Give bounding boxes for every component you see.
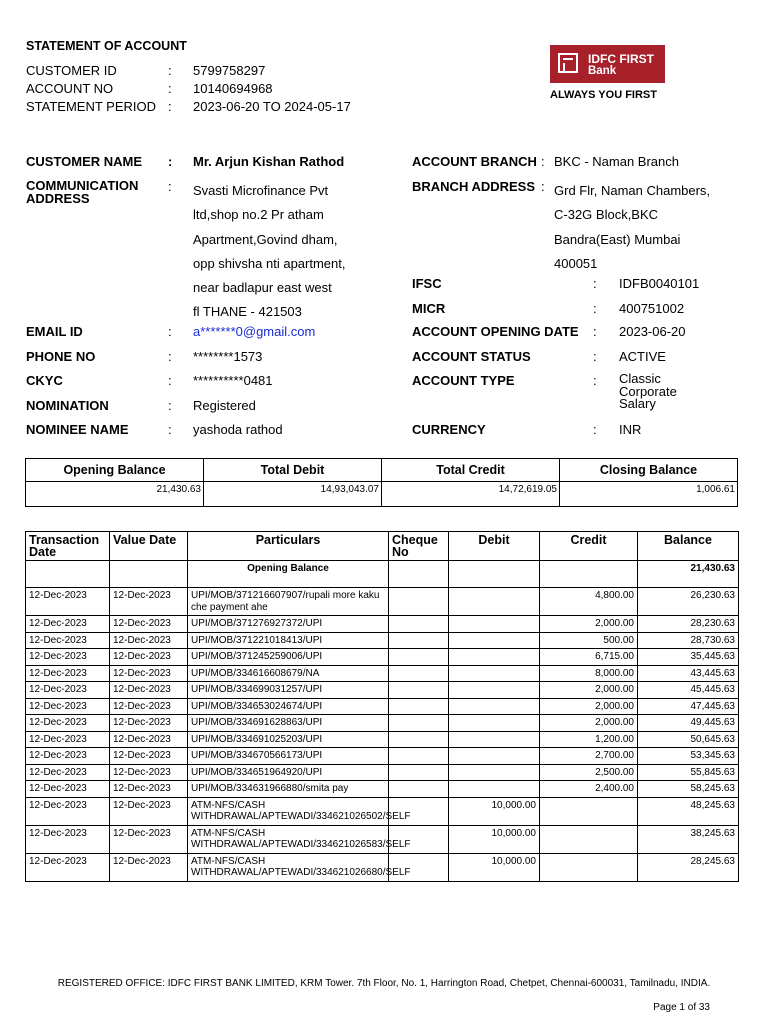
logo-line1: IDFC FIRST xyxy=(588,52,654,66)
bank-tagline: ALWAYS YOU FIRST xyxy=(550,89,657,101)
debit-cell xyxy=(449,781,540,798)
colon: : xyxy=(593,349,597,364)
value-date-cell: 12-Dec-2023 xyxy=(110,698,188,715)
particulars-cell: ATM-NFS/CASH WITHDRAWAL/APTEWADI/334621026502/SELF xyxy=(188,797,389,825)
debit-cell xyxy=(449,682,540,699)
balance-cell: 38,245.63 xyxy=(638,825,739,853)
value-date-cell: 12-Dec-2023 xyxy=(110,682,188,699)
colon: : xyxy=(541,179,545,194)
table-row xyxy=(26,682,739,699)
balance-cell: 48,245.63 xyxy=(638,797,739,825)
transaction-date-cell: 12-Dec-2023 xyxy=(26,748,110,765)
table-row xyxy=(26,825,739,853)
credit-cell xyxy=(540,797,638,825)
balance-cell: 45,445.63 xyxy=(638,682,739,699)
account-type-line: Corporate xyxy=(619,383,677,399)
colon: : xyxy=(168,398,172,413)
transaction-date-cell: 12-Dec-2023 xyxy=(26,797,110,825)
credit-cell: 500.00 xyxy=(540,632,638,649)
phone-label: PHONE NO xyxy=(26,349,96,364)
particulars-cell: UPI/MOB/371276927372/UPI xyxy=(188,616,389,633)
credit-cell: 2,700.00 xyxy=(540,748,638,765)
table-row xyxy=(26,853,739,881)
transaction-date-cell: 12-Dec-2023 xyxy=(26,682,110,699)
closing-balance-value: 1,006.61 xyxy=(560,482,738,507)
value-date-cell: 12-Dec-2023 xyxy=(110,797,188,825)
branch-address-value xyxy=(554,179,710,276)
column-header-transaction-date: Transaction Date xyxy=(26,532,110,561)
address-label-line1: COMMUNICATION xyxy=(26,178,139,193)
debit-cell xyxy=(449,649,540,666)
account-type-value xyxy=(619,373,677,411)
colon: : xyxy=(593,301,597,316)
cheque-no-cell xyxy=(389,616,449,633)
colon: : xyxy=(168,63,172,78)
cheque-no-cell xyxy=(389,665,449,682)
account-status-label: ACCOUNT STATUS xyxy=(412,349,531,364)
particulars-cell: UPI/MOB/371221018413/UPI xyxy=(188,632,389,649)
debit-cell xyxy=(449,632,540,649)
micr-label: MICR xyxy=(412,301,446,316)
particulars-cell: UPI/MOB/334699031257/UPI xyxy=(188,682,389,699)
address-line: opp shivsha nti apartment, xyxy=(193,255,346,271)
table-row xyxy=(26,632,739,649)
value-date-cell: 12-Dec-2023 xyxy=(110,616,188,633)
ckyc-label: CKYC xyxy=(26,373,63,388)
cheque-no-cell xyxy=(389,649,449,666)
statement-period-label: STATEMENT PERIOD xyxy=(26,99,157,114)
branch-address-line: C-32G Block,BKC xyxy=(554,207,659,223)
balance-cell: 58,245.63 xyxy=(638,781,739,798)
particulars-cell: UPI/MOB/334691628863/UPI xyxy=(188,715,389,732)
particulars-cell: UPI/MOB/334631966880/smita pay xyxy=(188,781,389,798)
bank-logo-icon xyxy=(558,53,578,73)
balance-cell: 26,230.63 xyxy=(638,588,739,616)
account-branch-value: BKC - Naman Branch xyxy=(554,154,679,169)
table-row xyxy=(26,715,739,732)
cheque-no-cell xyxy=(389,748,449,765)
opening-balance-amount: 21,430.63 xyxy=(638,561,739,588)
column-header-debit: Debit xyxy=(449,532,540,561)
table-cell xyxy=(26,561,110,588)
summary-header-cell: Opening Balance xyxy=(26,459,204,482)
phone-value: ********1573 xyxy=(193,349,263,364)
colon: : xyxy=(168,373,172,388)
value-date-cell: 12-Dec-2023 xyxy=(110,853,188,881)
table-row xyxy=(26,616,739,633)
value-date-cell: 12-Dec-2023 xyxy=(110,781,188,798)
table-cell xyxy=(449,561,540,588)
debit-cell xyxy=(449,715,540,732)
summary-values-row xyxy=(26,482,738,507)
column-header-balance: Balance xyxy=(638,532,739,561)
opening-balance-row xyxy=(26,561,739,588)
colon: : xyxy=(168,81,172,96)
credit-cell: 4,800.00 xyxy=(540,588,638,616)
nominee-name-value: yashoda rathod xyxy=(193,422,283,437)
summary-header-cell: Total Debit xyxy=(204,459,382,482)
table-row xyxy=(26,797,739,825)
table-cell xyxy=(540,561,638,588)
account-type-line: Salary xyxy=(619,396,656,411)
column-header-cheque-no: Cheque No xyxy=(389,532,449,561)
idfc-first-bank-logo xyxy=(550,45,665,83)
customer-name-value: Mr. Arjun Kishan Rathod xyxy=(193,154,345,169)
value-date-cell: 12-Dec-2023 xyxy=(110,825,188,853)
communication-address-value xyxy=(193,179,345,325)
account-opening-date-label: ACCOUNT OPENING DATE xyxy=(412,324,579,339)
table-row xyxy=(26,649,739,666)
transaction-date-cell: 12-Dec-2023 xyxy=(26,588,110,616)
balance-cell: 28,245.63 xyxy=(638,853,739,881)
credit-cell: 2,000.00 xyxy=(540,715,638,732)
colon: : xyxy=(168,154,173,169)
colon: : xyxy=(168,422,172,437)
nomination-value: Registered xyxy=(193,398,256,413)
balance-summary-table xyxy=(25,458,738,507)
address-line: fl THANE - 421503 xyxy=(193,304,302,320)
transaction-date-cell: 12-Dec-2023 xyxy=(26,715,110,732)
cheque-no-cell xyxy=(389,682,449,699)
micr-value: 400751002 xyxy=(619,301,685,316)
nomination-label: NOMINATION xyxy=(26,398,109,413)
transaction-date-cell: 12-Dec-2023 xyxy=(26,731,110,748)
summary-header-cell: Total Credit xyxy=(382,459,560,482)
total-credit-value: 14,72,619.05 xyxy=(382,482,560,507)
transaction-date-cell: 12-Dec-2023 xyxy=(26,825,110,853)
page-number: Page 1 of 33 xyxy=(653,1002,710,1013)
address-line: ltd,shop no.2 Pr atham xyxy=(193,207,324,223)
value-date-cell: 12-Dec-2023 xyxy=(110,649,188,666)
debit-cell xyxy=(449,764,540,781)
particulars-cell: UPI/MOB/334616608679/NA xyxy=(188,665,389,682)
cheque-no-cell xyxy=(389,781,449,798)
colon: : xyxy=(593,276,597,291)
value-date-cell: 12-Dec-2023 xyxy=(110,731,188,748)
credit-cell xyxy=(540,853,638,881)
transaction-date-cell: 12-Dec-2023 xyxy=(26,764,110,781)
email-label: EMAIL ID xyxy=(26,324,83,339)
debit-cell: 10,000.00 xyxy=(449,853,540,881)
account-no-label: ACCOUNT NO xyxy=(26,81,114,96)
cheque-no-cell xyxy=(389,698,449,715)
value-date-cell: 12-Dec-2023 xyxy=(110,715,188,732)
debit-cell: 10,000.00 xyxy=(449,825,540,853)
particulars-cell: ATM-NFS/CASH WITHDRAWAL/APTEWADI/334621026680/SELF xyxy=(188,853,389,881)
communication-address-label xyxy=(26,179,138,205)
transaction-date-cell: 12-Dec-2023 xyxy=(26,698,110,715)
account-type-label: ACCOUNT TYPE xyxy=(412,373,515,388)
account-opening-date-value: 2023-06-20 xyxy=(619,324,686,339)
statement-period-value: 2023-06-20 TO 2024-05-17 xyxy=(193,99,351,114)
transaction-date-cell: 12-Dec-2023 xyxy=(26,649,110,666)
balance-cell: 28,230.63 xyxy=(638,616,739,633)
particulars-cell: UPI/MOB/371216607907/rupali more kaku che payment ahe xyxy=(188,588,389,616)
transaction-date-cell: 12-Dec-2023 xyxy=(26,853,110,881)
cheque-no-cell xyxy=(389,764,449,781)
credit-cell xyxy=(540,825,638,853)
address-line: Svasti Microfinance Pvt xyxy=(193,183,329,198)
email-value[interactable]: a*******0@gmail.com xyxy=(193,324,316,339)
cheque-no-cell xyxy=(389,731,449,748)
balance-cell: 49,445.63 xyxy=(638,715,739,732)
customer-id-value: 5799758297 xyxy=(193,63,266,78)
particulars-cell: UPI/MOB/334670566173/UPI xyxy=(188,748,389,765)
value-date-cell: 12-Dec-2023 xyxy=(110,588,188,616)
particulars-cell: UPI/MOB/334691025203/UPI xyxy=(188,731,389,748)
colon: : xyxy=(593,422,597,437)
cheque-no-cell xyxy=(389,715,449,732)
total-debit-value: 14,93,043.07 xyxy=(204,482,382,507)
colon: : xyxy=(168,99,172,114)
table-cell xyxy=(110,561,188,588)
table-row xyxy=(26,748,739,765)
debit-cell xyxy=(449,731,540,748)
balance-cell: 35,445.63 xyxy=(638,649,739,666)
table-row xyxy=(26,698,739,715)
registered-office-footer: REGISTERED OFFICE: IDFC FIRST BANK LIMITED, KRM Tower. 7th Floor, No. 1, Harrington Road, Chetpet, Chennai-600031, Tamilnadu, INDIA. xyxy=(57,978,711,989)
credit-cell: 1,200.00 xyxy=(540,731,638,748)
address-label-line2: ADDRESS xyxy=(26,191,90,206)
summary-header-cell: Closing Balance xyxy=(560,459,738,482)
branch-address-line: Bandra(East) Mumbai xyxy=(554,231,681,247)
debit-cell xyxy=(449,588,540,616)
balance-cell: 43,445.63 xyxy=(638,665,739,682)
account-status-value: ACTIVE xyxy=(619,349,666,364)
credit-cell: 2,000.00 xyxy=(540,616,638,633)
column-header-value-date: Value Date xyxy=(110,532,188,561)
opening-balance-label: Opening Balance xyxy=(188,561,389,588)
account-type-line: Classic xyxy=(619,371,661,386)
value-date-cell: 12-Dec-2023 xyxy=(110,748,188,765)
particulars-cell: UPI/MOB/334653024674/UPI xyxy=(188,698,389,715)
transactions-header-row xyxy=(26,532,739,561)
transaction-date-cell: 12-Dec-2023 xyxy=(26,632,110,649)
transaction-date-cell: 12-Dec-2023 xyxy=(26,781,110,798)
colon: : xyxy=(168,324,172,339)
ifsc-label: IFSC xyxy=(412,276,442,291)
summary-header-row xyxy=(26,459,738,482)
table-cell xyxy=(389,561,449,588)
debit-cell xyxy=(449,665,540,682)
customer-name-label: CUSTOMER NAME xyxy=(26,154,143,169)
colon: : xyxy=(168,349,172,364)
credit-cell: 2,400.00 xyxy=(540,781,638,798)
table-row xyxy=(26,588,739,616)
debit-cell xyxy=(449,616,540,633)
table-row xyxy=(26,731,739,748)
colon: : xyxy=(593,324,597,339)
balance-cell: 53,345.63 xyxy=(638,748,739,765)
ifsc-value: IDFB0040101 xyxy=(619,276,700,291)
debit-cell xyxy=(449,748,540,765)
logo-line2: Bank xyxy=(588,65,617,77)
transaction-date-cell: 12-Dec-2023 xyxy=(26,616,110,633)
branch-address-line: 400051 xyxy=(554,255,598,271)
table-row xyxy=(26,665,739,682)
cheque-no-cell xyxy=(389,588,449,616)
cheque-no-cell xyxy=(389,632,449,649)
customer-id-label: CUSTOMER ID xyxy=(26,63,117,78)
transactions-table xyxy=(25,531,739,882)
table-row xyxy=(26,781,739,798)
account-no-value: 10140694968 xyxy=(193,81,273,96)
balance-cell: 28,730.63 xyxy=(638,632,739,649)
particulars-cell: UPI/MOB/334651964920/UPI xyxy=(188,764,389,781)
balance-cell: 55,845.63 xyxy=(638,764,739,781)
statement-title: STATEMENT OF ACCOUNT xyxy=(26,39,187,53)
address-line: Apartment,Govind dham, xyxy=(193,231,338,247)
credit-cell: 6,715.00 xyxy=(540,649,638,666)
address-line: near badlapur east west xyxy=(193,280,332,296)
credit-cell: 8,000.00 xyxy=(540,665,638,682)
column-header-credit: Credit xyxy=(540,532,638,561)
transaction-date-cell: 12-Dec-2023 xyxy=(26,665,110,682)
credit-cell: 2,500.00 xyxy=(540,764,638,781)
table-row xyxy=(26,764,739,781)
value-date-cell: 12-Dec-2023 xyxy=(110,632,188,649)
particulars-cell: ATM-NFS/CASH WITHDRAWAL/APTEWADI/334621026583/SELF xyxy=(188,825,389,853)
balance-cell: 47,445.63 xyxy=(638,698,739,715)
value-date-cell: 12-Dec-2023 xyxy=(110,764,188,781)
colon: : xyxy=(593,373,597,388)
nominee-name-label: NOMINEE NAME xyxy=(26,422,129,437)
balance-cell: 50,645.63 xyxy=(638,731,739,748)
account-branch-label: ACCOUNT BRANCH xyxy=(412,154,537,169)
value-date-cell: 12-Dec-2023 xyxy=(110,665,188,682)
debit-cell xyxy=(449,698,540,715)
colon: : xyxy=(168,179,172,194)
colon: : xyxy=(541,154,545,169)
branch-address-line: Grd Flr, Naman Chambers, xyxy=(554,183,711,198)
column-header-particulars: Particulars xyxy=(188,532,389,561)
credit-cell: 2,000.00 xyxy=(540,682,638,699)
currency-value: INR xyxy=(619,422,642,437)
currency-label: CURRENCY xyxy=(412,422,486,437)
debit-cell: 10,000.00 xyxy=(449,797,540,825)
ckyc-value: **********0481 xyxy=(193,373,273,388)
opening-balance-value: 21,430.63 xyxy=(26,482,204,507)
branch-address-label: BRANCH ADDRESS xyxy=(412,179,536,194)
credit-cell: 2,000.00 xyxy=(540,698,638,715)
particulars-cell: UPI/MOB/371245259006/UPI xyxy=(188,649,389,666)
